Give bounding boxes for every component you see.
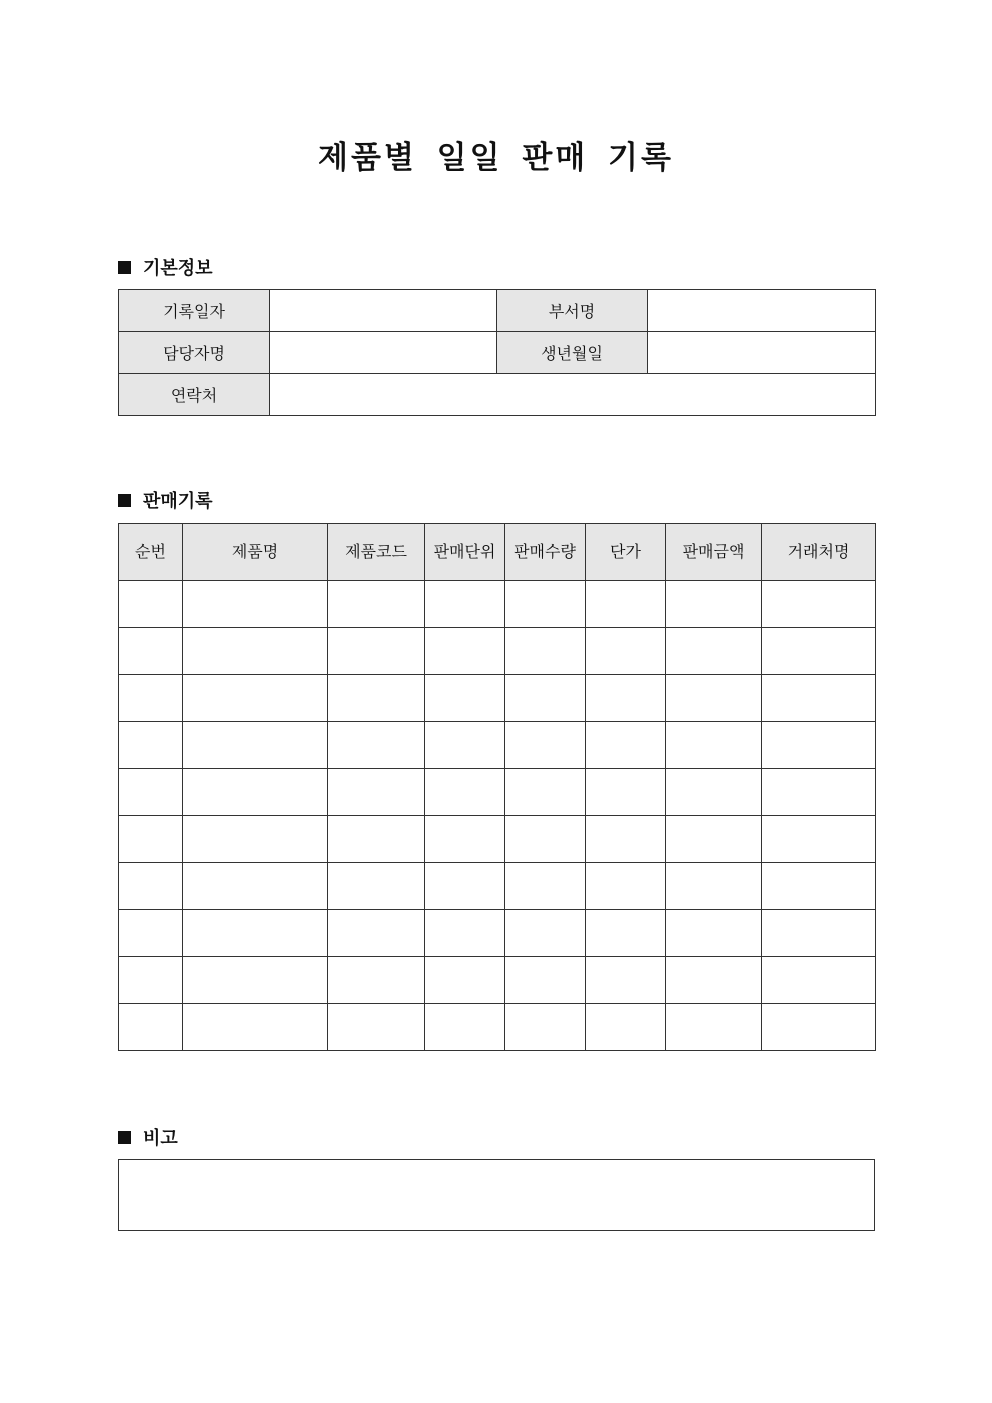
cell-product-code[interactable] xyxy=(328,863,425,910)
department-label: 부서명 xyxy=(497,290,648,332)
cell-client-name[interactable] xyxy=(762,581,876,628)
cell-sales-qty[interactable] xyxy=(505,769,586,816)
column-header-product-code: 제품코드 xyxy=(328,524,425,581)
cell-sales-amount[interactable] xyxy=(666,722,762,769)
birthdate-label: 생년월일 xyxy=(497,332,648,374)
cell-unit-price[interactable] xyxy=(586,769,666,816)
cell-sales-qty[interactable] xyxy=(505,957,586,1004)
cell-unit-price[interactable] xyxy=(586,675,666,722)
cell-seq[interactable] xyxy=(119,816,183,863)
cell-unit-price[interactable] xyxy=(586,863,666,910)
sales-record-heading xyxy=(118,487,213,513)
record-date-field[interactable] xyxy=(270,290,497,332)
page-title: 제품별 일일 판매 기록 xyxy=(318,140,674,176)
remarks-field[interactable] xyxy=(118,1159,875,1231)
birthdate-field[interactable] xyxy=(648,332,876,374)
cell-seq[interactable] xyxy=(119,910,183,957)
table-header-row xyxy=(119,524,876,581)
cell-client-name[interactable] xyxy=(762,816,876,863)
column-header-client-name: 거래처명 xyxy=(762,524,876,581)
basic-info-heading xyxy=(118,254,213,280)
cell-product-name[interactable] xyxy=(183,722,328,769)
cell-sales-unit[interactable] xyxy=(425,581,505,628)
cell-sales-amount[interactable] xyxy=(666,957,762,1004)
table-row xyxy=(119,581,876,628)
cell-product-code[interactable] xyxy=(328,910,425,957)
cell-product-name[interactable] xyxy=(183,581,328,628)
basic-info-table xyxy=(118,289,876,416)
cell-seq[interactable] xyxy=(119,957,183,1004)
cell-unit-price[interactable] xyxy=(586,722,666,769)
cell-sales-qty[interactable] xyxy=(505,863,586,910)
cell-sales-unit[interactable] xyxy=(425,769,505,816)
cell-sales-amount[interactable] xyxy=(666,628,762,675)
cell-sales-amount[interactable] xyxy=(666,863,762,910)
cell-client-name[interactable] xyxy=(762,628,876,675)
cell-product-code[interactable] xyxy=(328,581,425,628)
column-header-seq: 순번 xyxy=(119,524,183,581)
table-row xyxy=(119,628,876,675)
cell-unit-price[interactable] xyxy=(586,581,666,628)
table-row xyxy=(119,1004,876,1051)
cell-unit-price[interactable] xyxy=(586,628,666,675)
column-header-product-name: 제품명 xyxy=(183,524,328,581)
basic-info-row xyxy=(119,332,876,374)
cell-sales-unit[interactable] xyxy=(425,1004,505,1051)
cell-product-name[interactable] xyxy=(183,628,328,675)
table-row xyxy=(119,910,876,957)
column-header-unit-price: 단가 xyxy=(586,524,666,581)
basic-info-heading-label: 기본정보 xyxy=(143,258,213,279)
cell-sales-unit[interactable] xyxy=(425,957,505,1004)
basic-info-row xyxy=(119,290,876,332)
cell-sales-qty[interactable] xyxy=(505,1004,586,1051)
cell-client-name[interactable] xyxy=(762,769,876,816)
cell-seq[interactable] xyxy=(119,1004,183,1051)
basic-info-row xyxy=(119,374,876,416)
cell-seq[interactable] xyxy=(119,769,183,816)
cell-sales-amount[interactable] xyxy=(666,1004,762,1051)
cell-seq[interactable] xyxy=(119,722,183,769)
table-row xyxy=(119,863,876,910)
cell-product-name[interactable] xyxy=(183,957,328,1004)
cell-client-name[interactable] xyxy=(762,957,876,1004)
sales-record-table xyxy=(118,523,876,1051)
cell-sales-unit[interactable] xyxy=(425,863,505,910)
cell-sales-unit[interactable] xyxy=(425,628,505,675)
cell-sales-amount[interactable] xyxy=(666,769,762,816)
square-bullet-icon xyxy=(118,261,131,274)
cell-client-name[interactable] xyxy=(762,722,876,769)
cell-product-name[interactable] xyxy=(183,769,328,816)
square-bullet-icon xyxy=(118,494,131,507)
cell-unit-price[interactable] xyxy=(586,910,666,957)
table-row xyxy=(119,722,876,769)
cell-sales-amount[interactable] xyxy=(666,581,762,628)
cell-product-name[interactable] xyxy=(183,1004,328,1051)
remarks-heading xyxy=(118,1124,178,1150)
cell-sales-qty[interactable] xyxy=(505,628,586,675)
cell-sales-amount[interactable] xyxy=(666,675,762,722)
table-row xyxy=(119,769,876,816)
cell-product-code[interactable] xyxy=(328,957,425,1004)
cell-sales-amount[interactable] xyxy=(666,910,762,957)
cell-sales-qty[interactable] xyxy=(505,816,586,863)
cell-sales-qty[interactable] xyxy=(505,910,586,957)
cell-sales-unit[interactable] xyxy=(425,722,505,769)
cell-product-code[interactable] xyxy=(328,1004,425,1051)
cell-sales-unit[interactable] xyxy=(425,816,505,863)
cell-sales-qty[interactable] xyxy=(505,722,586,769)
cell-sales-unit[interactable] xyxy=(425,675,505,722)
cell-product-name[interactable] xyxy=(183,816,328,863)
cell-sales-qty[interactable] xyxy=(505,581,586,628)
cell-product-name[interactable] xyxy=(183,910,328,957)
cell-product-name[interactable] xyxy=(183,863,328,910)
square-bullet-icon xyxy=(118,1131,131,1144)
contact-label: 연락처 xyxy=(119,374,270,416)
cell-seq[interactable] xyxy=(119,863,183,910)
cell-sales-unit[interactable] xyxy=(425,910,505,957)
cell-unit-price[interactable] xyxy=(586,816,666,863)
column-header-sales-qty: 판매수량 xyxy=(505,524,586,581)
manager-label: 담당자명 xyxy=(119,332,270,374)
contact-field[interactable] xyxy=(270,374,876,416)
cell-seq[interactable] xyxy=(119,628,183,675)
cell-unit-price[interactable] xyxy=(586,957,666,1004)
cell-client-name[interactable] xyxy=(762,863,876,910)
cell-seq[interactable] xyxy=(119,581,183,628)
cell-product-code[interactable] xyxy=(328,628,425,675)
cell-sales-qty[interactable] xyxy=(505,675,586,722)
table-row xyxy=(119,816,876,863)
cell-unit-price[interactable] xyxy=(586,1004,666,1051)
sales-record-heading-label: 판매기록 xyxy=(143,491,213,512)
cell-seq[interactable] xyxy=(119,675,183,722)
cell-product-code[interactable] xyxy=(328,816,425,863)
column-header-sales-unit: 판매단위 xyxy=(425,524,505,581)
cell-sales-amount[interactable] xyxy=(666,816,762,863)
column-header-sales-amount: 판매금액 xyxy=(666,524,762,581)
table-row xyxy=(119,957,876,1004)
record-date-label: 기록일자 xyxy=(119,290,270,332)
remarks-heading-label: 비고 xyxy=(143,1128,178,1149)
cell-product-code[interactable] xyxy=(328,675,425,722)
cell-client-name[interactable] xyxy=(762,1004,876,1051)
manager-field[interactable] xyxy=(270,332,497,374)
cell-client-name[interactable] xyxy=(762,675,876,722)
cell-product-name[interactable] xyxy=(183,675,328,722)
table-row xyxy=(119,675,876,722)
cell-product-code[interactable] xyxy=(328,722,425,769)
cell-client-name[interactable] xyxy=(762,910,876,957)
department-field[interactable] xyxy=(648,290,876,332)
cell-product-code[interactable] xyxy=(328,769,425,816)
